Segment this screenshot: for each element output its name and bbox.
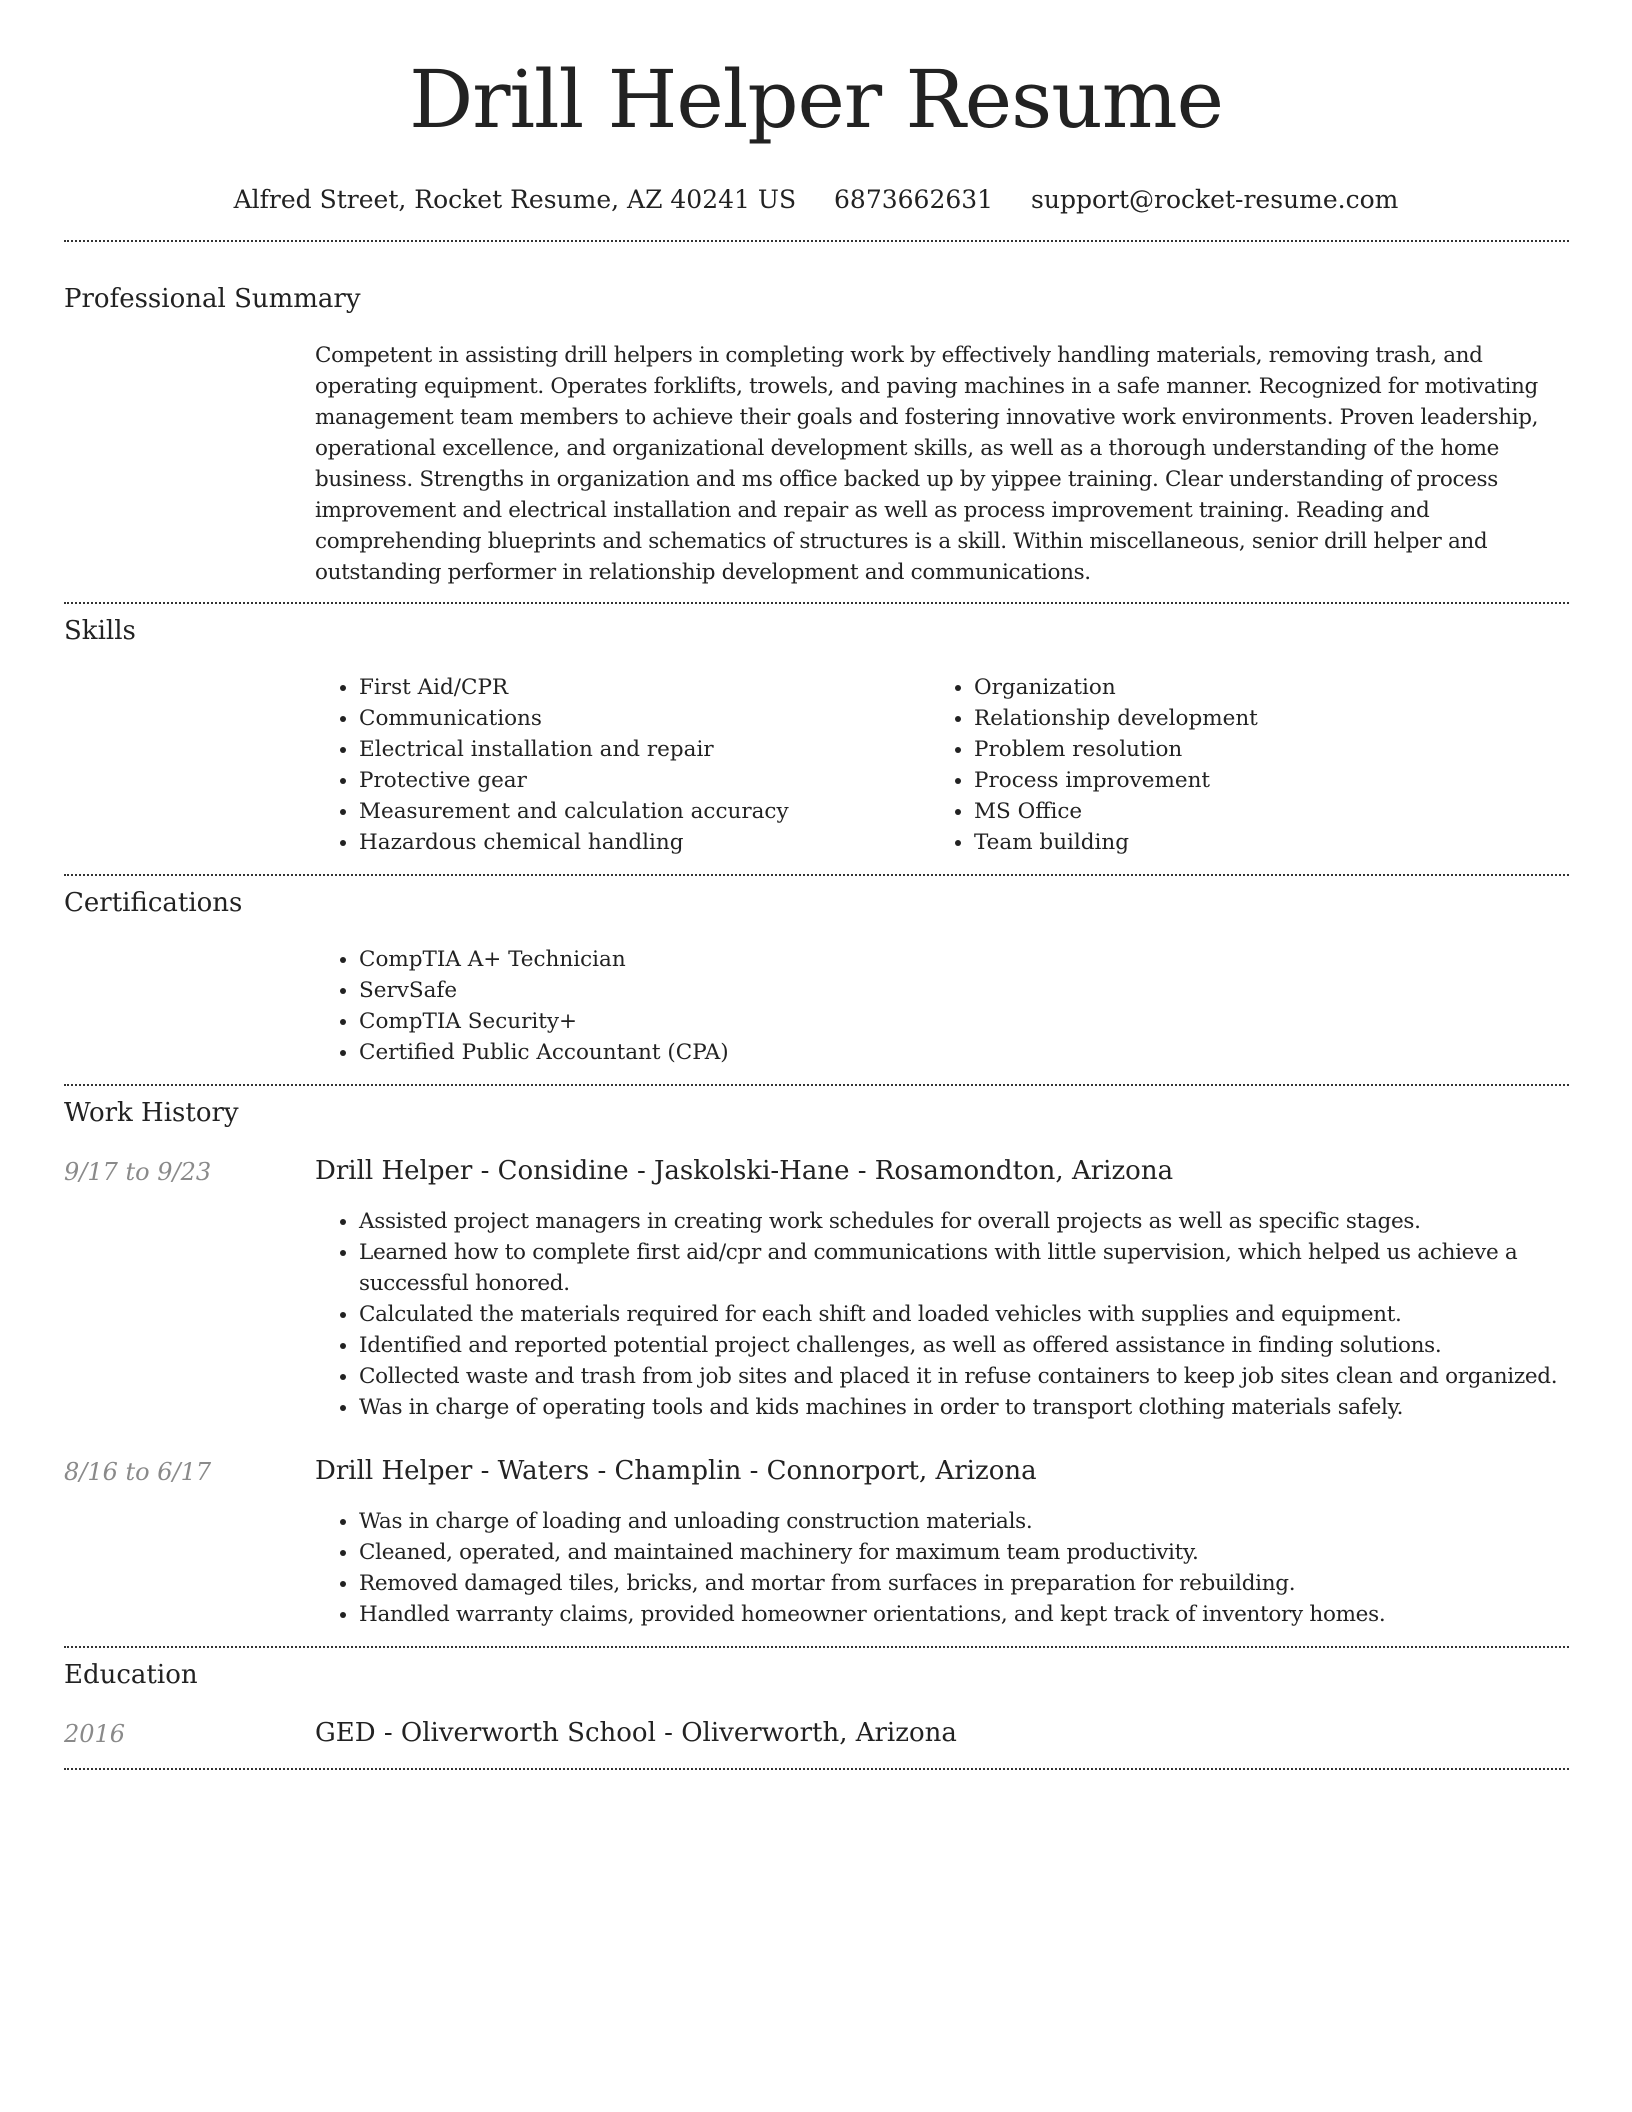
duty-item: • Was in charge of loading and unloading construction materials. <box>359 1506 1565 1537</box>
divider <box>64 874 1569 876</box>
duty-item: • Learned how to complete first aid/cpr and communications with little supervision, which helped us achieve a successful honored. <box>359 1237 1565 1299</box>
job-dates: 9/17 to 9/23 <box>64 1158 212 1186</box>
certification-item: • CompTIA A+ Technician <box>359 944 1565 975</box>
certification-item: • ServSafe <box>359 975 1565 1006</box>
job-title: Drill Helper - Waters - Champlin - Connorport, Arizona <box>315 1456 1037 1486</box>
divider <box>64 602 1569 604</box>
resume-title: Drill Helper Resume <box>409 53 1223 146</box>
skill-item: • Electrical installation and repair <box>359 734 930 765</box>
job-dates: 8/16 to 6/17 <box>64 1458 212 1486</box>
section-title-work-history: Work History <box>64 1098 239 1128</box>
contact-line <box>0 184 1632 216</box>
duty-item: • Identified and reported potential project challenges, as well as offered assistance in finding solutions. <box>359 1330 1565 1361</box>
skill-item: • First Aid/CPR <box>359 672 930 703</box>
section-title-skills: Skills <box>64 616 136 646</box>
duty-item: • Assisted project managers in creating work schedules for overall projects as well as specific stages. <box>359 1206 1565 1237</box>
contact-phone: 6873662631 <box>834 185 994 214</box>
duty-item: • Collected waste and trash from job sites and placed it in refuse containers to keep job sites clean and organized. <box>359 1361 1565 1392</box>
job-title: Drill Helper - Considine - Jaskolski-Hane - Rosamondton, Arizona <box>315 1156 1174 1186</box>
divider <box>64 1768 1569 1770</box>
skill-item: • Communications <box>359 703 930 734</box>
resume-header <box>0 0 1632 216</box>
job-duties <box>315 1506 1565 1630</box>
duty-item: • Calculated the materials required for each shift and loaded vehicles with supplies and equipment. <box>359 1299 1565 1330</box>
skills-section <box>315 672 1565 858</box>
summary-text: Competent in assisting drill helpers in completing work by effectively handling materials, removing trash, and operating equipment. Operates forklifts, trowels, and paving machines in a safe manner. Recognized for motivating management team members to achieve their goals and fostering innovative work environments. Proven leadership, operational excellence, and organizational development skills, as well as a thorough understanding of the home business. Strengths in organization and ms office backed up by yippee training. Clear understanding of process improvement and electrical installation and repair as well as process improvement training. Reading and comprehending blueprints and schematics of structures is a skill. Within miscellaneous, senior drill helper and outstanding performer in relationship development and communications. <box>315 343 1539 585</box>
duty-item: • Cleaned, operated, and maintained machinery for maximum team productivity. <box>359 1537 1565 1568</box>
skill-item: • Team building <box>974 827 1545 858</box>
section-title-education: Education <box>64 1660 198 1690</box>
skill-item: • Protective gear <box>359 765 930 796</box>
divider <box>64 1084 1569 1086</box>
section-title-certifications: Certifications <box>64 888 243 918</box>
certification-item: • Certified Public Accountant (CPA) <box>359 1037 1565 1068</box>
skill-item: • Hazardous chemical handling <box>359 827 930 858</box>
duty-item: • Was in charge of operating tools and kids machines in order to transport clothing materials safely. <box>359 1392 1565 1423</box>
skill-item: • Process improvement <box>974 765 1545 796</box>
skill-item: • MS Office <box>974 796 1545 827</box>
divider <box>64 1646 1569 1648</box>
skill-item: • Organization <box>974 672 1545 703</box>
contact-email: support@rocket-resume.com <box>1031 185 1399 214</box>
job-duties <box>315 1206 1565 1423</box>
duty-item: • Removed damaged tiles, bricks, and mortar from surfaces in preparation for rebuilding. <box>359 1568 1565 1599</box>
certification-item: • CompTIA Security+ <box>359 1006 1565 1037</box>
certifications-section <box>315 944 1565 1068</box>
skills-column-left <box>315 672 930 858</box>
divider <box>64 240 1569 242</box>
skills-column-right <box>930 672 1545 858</box>
education-year: 2016 <box>64 1720 126 1748</box>
summary-section <box>315 340 1565 588</box>
skill-item: • Relationship development <box>974 703 1545 734</box>
section-title-summary: Professional Summary <box>64 284 361 314</box>
contact-address: Alfred Street, Rocket Resume, AZ 40241 US <box>233 185 797 214</box>
duty-item: • Handled warranty claims, provided homeowner orientations, and kept track of inventory homes. <box>359 1599 1565 1630</box>
education-entry: GED - Oliverworth School - Oliverworth, Arizona <box>315 1718 957 1748</box>
skill-item: • Problem resolution <box>974 734 1545 765</box>
skill-item: • Measurement and calculation accuracy <box>359 796 930 827</box>
